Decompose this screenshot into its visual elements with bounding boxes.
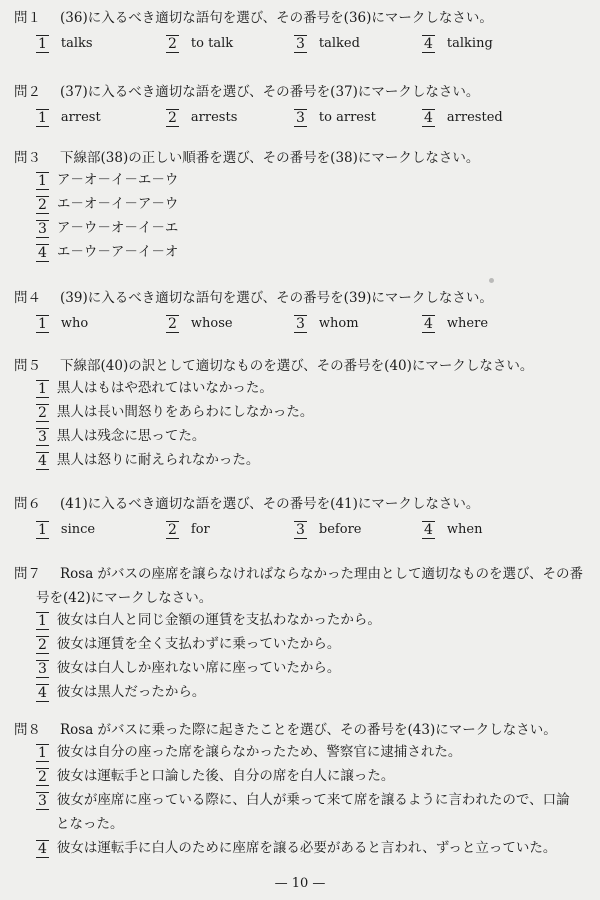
option-3[interactable]: 3 彼女は白人しか座れない席に座っていたから。 (38, 660, 341, 677)
option-row (14, 518, 590, 542)
option-3[interactable]: 3 whom (296, 316, 359, 332)
question-stem: 下線部(40)の訳として適切なものを選び、その番号を(40)にマークしなさい。 (60, 358, 534, 374)
option-3[interactable]: 3 to arrest (296, 110, 376, 126)
option-1[interactable]: 1 黒人はもはや恐れてはいなかった。 (38, 380, 273, 397)
question-number: 問７ (14, 566, 41, 582)
question-number: 問１ (14, 10, 41, 26)
option-4[interactable]: 4 黒人は怒りに耐えられなかった。 (38, 452, 260, 469)
question-stem: Rosa がバスに乗った際に起きたことを選び、その番号を(43)にマークしなさい。 (60, 722, 557, 738)
question-8 (14, 720, 590, 860)
option-1[interactable]: 1 who (38, 316, 89, 332)
option-1[interactable]: 1 彼女は白人と同じ金額の運賃を支払わなかったから。 (38, 612, 381, 629)
option-list (14, 168, 590, 264)
page-number: — 10 — (274, 876, 326, 891)
option-2[interactable]: 2 to talk (168, 36, 234, 52)
question-2 (14, 82, 590, 130)
option-4[interactable]: 4 彼女は運転手に白人のために座席を譲る必要があると言われ、ずっと立っていた。 (38, 840, 557, 857)
option-2[interactable]: 2 for (168, 522, 210, 538)
option-4[interactable]: 4 talking (424, 36, 493, 52)
option-3[interactable]: 3 ア－ウ－オ－イ－エ (38, 220, 179, 237)
option-4[interactable]: 4 彼女は黒人だったから。 (38, 684, 206, 701)
option-list (14, 740, 590, 860)
option-1[interactable]: 1 ア－オ－イ－エ－ウ (38, 172, 179, 189)
option-1[interactable]: 1 since (38, 522, 96, 538)
option-4[interactable]: 4 when (424, 522, 483, 538)
question-3 (14, 148, 590, 264)
question-stem: (36)に入るべき適切な語句を選び、その番号を(36)にマークしなさい。 (60, 10, 493, 26)
option-row (14, 312, 590, 336)
option-3[interactable]: 3 彼女が座席に座っている際に、白人が乗って来て席を譲るように言われたので、口論 (38, 792, 570, 809)
option-2[interactable]: 2 黒人は長い間怒りをあらわにしなかった。 (38, 404, 314, 421)
option-3[interactable]: 3 before (296, 522, 362, 538)
option-4[interactable]: 4 エ－ウ－ア－イ－オ (38, 244, 179, 261)
ink-smudge (489, 278, 494, 283)
option-2[interactable]: 2 彼女は運賃を全く支払わずに乗っていたから。 (38, 636, 341, 653)
option-2[interactable]: 2 arrests (168, 110, 238, 126)
question-number: 問８ (14, 722, 41, 738)
option-list (14, 376, 590, 472)
question-1 (14, 8, 590, 56)
option-2[interactable]: 2 エ－オ－イ－ア－ウ (38, 196, 179, 213)
option-1[interactable]: 1 arrest (38, 110, 101, 126)
question-5 (14, 356, 590, 472)
option-3[interactable]: 3 talked (296, 36, 360, 52)
option-3[interactable]: 3 黒人は残念に思ってた。 (38, 428, 206, 445)
question-4 (14, 288, 590, 336)
question-stem: (37)に入るべき適切な語を選び、その番号を(37)にマークしなさい。 (60, 84, 480, 100)
question-stem: 下線部(38)の正しい順番を選び、その番号を(38)にマークしなさい。 (60, 150, 480, 166)
question-stem-continued: 号を(42)にマークしなさい。 (36, 590, 213, 606)
question-7 (14, 564, 590, 704)
question-6 (14, 494, 590, 542)
option-4[interactable]: 4 where (424, 316, 489, 332)
option-list (14, 608, 590, 704)
option-3-continued: となった。 (56, 816, 124, 832)
question-stem: (41)に入るべき適切な語を選び、その番号を(41)にマークしなさい。 (60, 496, 480, 512)
option-2[interactable]: 2 彼女は運転手と口論した後、自分の席を白人に譲った。 (38, 768, 395, 785)
question-number: 問４ (14, 290, 41, 306)
option-4[interactable]: 4 arrested (424, 110, 503, 126)
option-1[interactable]: 1 talks (38, 36, 93, 52)
question-number: 問６ (14, 496, 41, 512)
question-stem: Rosa がバスの座席を譲らなければならなかった理由として適切なものを選び、その番 (60, 566, 584, 582)
question-number: 問５ (14, 358, 41, 374)
option-1[interactable]: 1 彼女は自分の座った席を譲らなかったため、警察官に逮捕された。 (38, 744, 462, 761)
question-stem: (39)に入るべき適切な語句を選び、その番号を(39)にマークしなさい。 (60, 290, 493, 306)
option-row (14, 106, 590, 130)
option-row (14, 32, 590, 56)
option-2[interactable]: 2 whose (168, 316, 233, 332)
question-number: 問２ (14, 84, 41, 100)
question-number: 問３ (14, 150, 41, 166)
